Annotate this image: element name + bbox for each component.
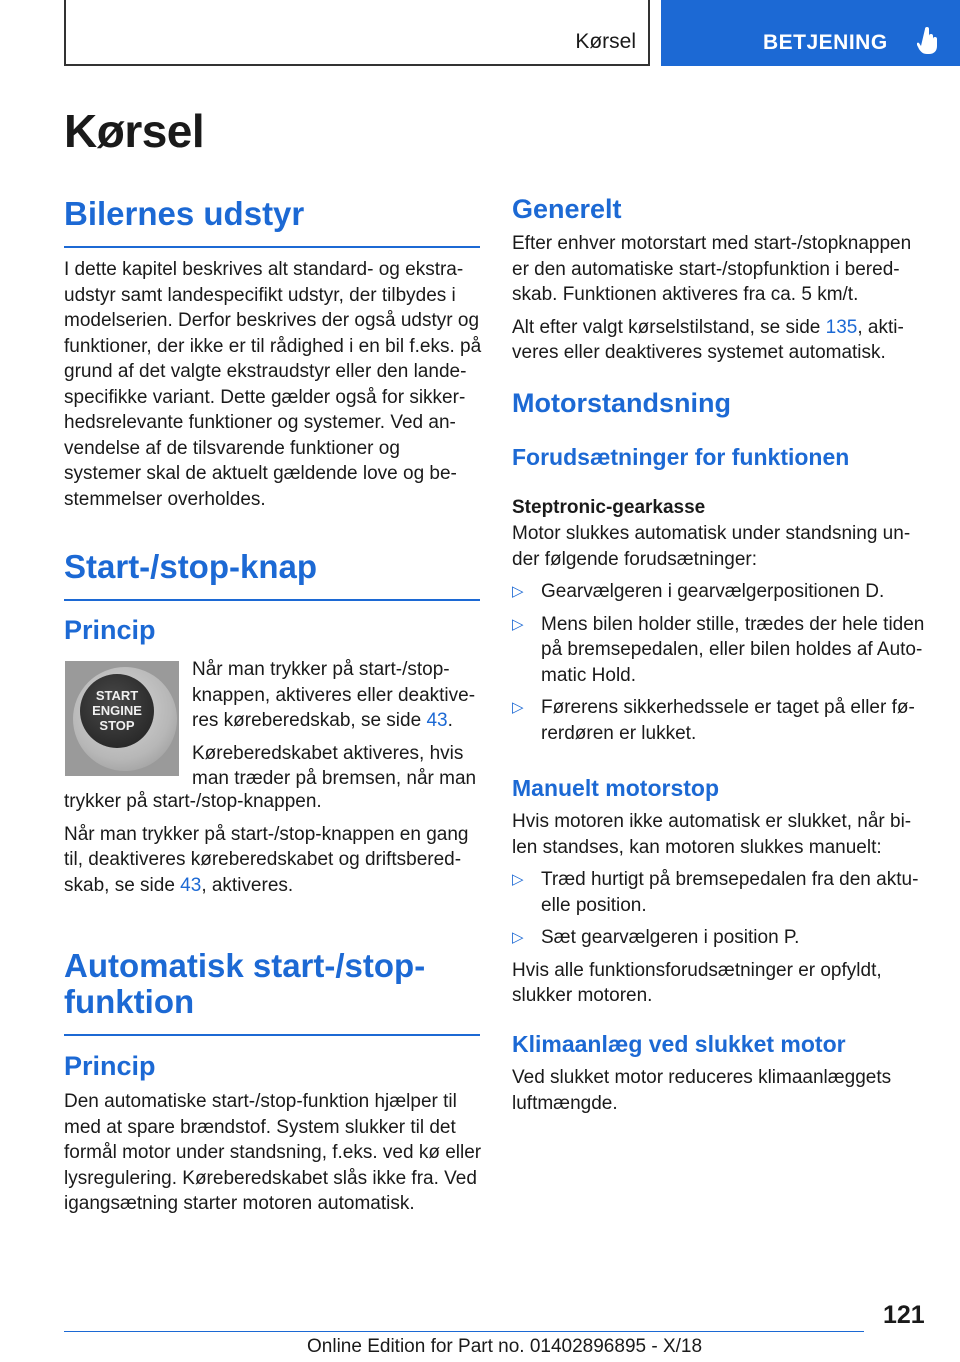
text-line: Hvis alle funktionsforudsætninger er opfyldt, xyxy=(512,959,882,981)
text-line: I dette kapitel beskrives alt standard- og ekstra- xyxy=(64,259,464,280)
subsection-princip xyxy=(64,614,156,646)
klima-body xyxy=(512,1065,932,1116)
text-line: Efter enhver motorstart med start-/stopknappen xyxy=(512,233,912,254)
section-automatisk-start-stop xyxy=(64,948,480,1036)
start-stop-button-photo xyxy=(65,661,179,776)
section-manuelt-motorstop xyxy=(512,774,719,802)
triangle-bullet-icon: ▷ xyxy=(512,871,524,888)
princip-text-cont xyxy=(64,789,484,898)
bilernes-udstyr-body xyxy=(64,257,484,512)
text-line: skab, se side 43, aktiveres. xyxy=(64,874,294,896)
text-line: res køreberedskab, se side 43. xyxy=(192,710,453,731)
text-line: specifikke variant. Dette gælder også for sikker- xyxy=(64,386,466,408)
text-line: med at spare brændstof. System slukker til det xyxy=(64,1116,456,1138)
page-title: Kørsel xyxy=(64,105,205,157)
text-line: knappen, aktiveres eller deaktive- xyxy=(192,684,476,706)
subsection-heading: Forudsætninger for funktionen xyxy=(512,444,850,470)
page-link[interactable]: 43 xyxy=(180,874,202,896)
page-link[interactable]: 43 xyxy=(426,710,448,731)
text-line: vendelse af de tilsvarende funktioner og xyxy=(64,437,400,459)
text-line: Hvis motoren ikke automatisk er slukket, når bi- xyxy=(512,811,912,832)
footer-edition: Online Edition for Part no. 01402896895 - X/18 xyxy=(307,1336,703,1357)
princip-text xyxy=(192,657,492,792)
section-motorstandsning xyxy=(512,387,731,419)
list-item: ▷ Mens bilen holder stille, trædes der hele tiden på bremsepedalen, eller bilen holdes af Auto- matic Hold. xyxy=(512,613,925,686)
section-forudsaetninger xyxy=(512,443,849,471)
text-line: udstyr samt landespecifikt udstyr, der tilbydes i xyxy=(64,284,456,306)
subsection-heading: Princip xyxy=(64,615,156,645)
subsection-heading: Motorstandsning xyxy=(512,388,731,418)
section-tab[interactable] xyxy=(661,0,960,66)
text-line: Ved slukket motor reduceres klimaanlæggets xyxy=(512,1067,892,1088)
text-line: len standses, kan motoren slukkes manuelt: xyxy=(512,836,882,858)
text-line: igangsætning starter motoren automatisk. xyxy=(64,1193,415,1214)
section-label: BETJENING xyxy=(763,31,888,54)
pointing-hand-icon xyxy=(917,27,939,55)
text-line: luftmængde. xyxy=(512,1092,618,1114)
list-item: ▷ Førerens sikkerhedssele er taget på eller fø- rerdøren er lukket. xyxy=(512,697,915,744)
text-line: Motor slukkes automatisk under standsning un- xyxy=(512,523,911,544)
page-link[interactable]: 135 xyxy=(825,316,858,338)
list-item: ▷ Træd hurtigt på bremsepedalen fra den aktu- elle position. xyxy=(512,869,919,916)
automatisk-body xyxy=(64,1089,484,1217)
text-line: trykker på start-/stop-knappen. xyxy=(64,791,322,812)
text-line: slukker motoren. xyxy=(512,985,653,1006)
subsection-heading: Princip xyxy=(64,1051,156,1081)
subheading-steptronic: Steptronic-gearkasse xyxy=(512,497,706,518)
section-heading: Start-/stop-knap xyxy=(64,549,480,601)
generelt-body xyxy=(512,231,932,366)
triangle-bullet-icon: ▷ xyxy=(512,615,524,633)
text-line: systemer skal de aktuelt gældende love og be- xyxy=(64,463,457,484)
text-line: Køreberedskabet aktiveres, hvis xyxy=(192,742,464,764)
section-klimaanlaeg xyxy=(512,1030,846,1058)
text-line: grund af det valgte ekstraudstyr eller den lande- xyxy=(64,361,467,382)
breadcrumb: Kørsel xyxy=(575,30,636,53)
text-line: lysregulering. Køreberedskabet slås ikke fra. Ved xyxy=(64,1167,477,1189)
text-line: der følgende forudsætninger: xyxy=(512,548,758,570)
subsection-princip-2 xyxy=(64,1050,156,1082)
text-line: funktioner, der ikke er til rådighed i en bil f.eks. på xyxy=(64,335,482,357)
text-line: formål motor under standsning, f.eks. ved kø eller xyxy=(64,1142,482,1163)
section-generelt xyxy=(512,193,622,225)
motorstandsning-body xyxy=(512,495,932,746)
text-line: Den automatiske start-/stop-funktion hjælper til xyxy=(64,1091,457,1112)
triangle-bullet-icon: ▷ xyxy=(512,929,524,946)
section-heading: Automatisk start-/stop- funktion xyxy=(64,948,480,1036)
text-line: Når man trykker på start-/stop- xyxy=(192,659,450,680)
text-line: til, deaktiveres køreberedskabet og driftsbered- xyxy=(64,849,462,870)
subsection-heading: Manuelt motorstop xyxy=(512,775,719,801)
text-line: man træder på bremsen, når man xyxy=(192,768,477,789)
list-item: ▷ Gearvælgeren i gearvælgerpositionen D. xyxy=(512,579,932,605)
triangle-bullet-icon: ▷ xyxy=(512,699,524,716)
text-line: veres eller deaktiveres systemet automatisk. xyxy=(512,342,886,363)
manuelt-body xyxy=(512,809,932,1009)
section-heading: Bilernes udstyr xyxy=(64,196,480,248)
subsection-heading: Klimaanlæg ved slukket motor xyxy=(512,1031,846,1057)
start-engine-stop-button: START ENGINE STOP xyxy=(80,674,154,748)
section-bilernes-udstyr xyxy=(64,196,480,248)
page-number: 121 xyxy=(883,1301,925,1329)
footer-divider xyxy=(64,1331,864,1332)
list-item: ▷ Sæt gearvælgeren i position P. xyxy=(512,925,932,951)
section-start-stop-knap xyxy=(64,549,480,601)
header-breadcrumb-box xyxy=(64,0,650,66)
subsection-heading: Generelt xyxy=(512,194,622,224)
text-line: Når man trykker på start-/stop-knappen en gang xyxy=(64,823,469,845)
text-line: Alt efter valgt kørselstilstand, se side 135, akti- xyxy=(512,316,904,338)
text-line: modelserien. Derfor beskrives der også udstyr og xyxy=(64,310,480,331)
triangle-bullet-icon: ▷ xyxy=(512,583,524,600)
text-line: stemmelser overholdes. xyxy=(64,488,266,510)
text-line: hedsrelevante funktioner og systemer. Ved an- xyxy=(64,412,456,433)
text-line: skab. Funktionen aktiveres fra ca. 5 km/t. xyxy=(512,284,859,305)
text-line: er den automatiske start-/stopfunktion i bered- xyxy=(512,258,900,280)
